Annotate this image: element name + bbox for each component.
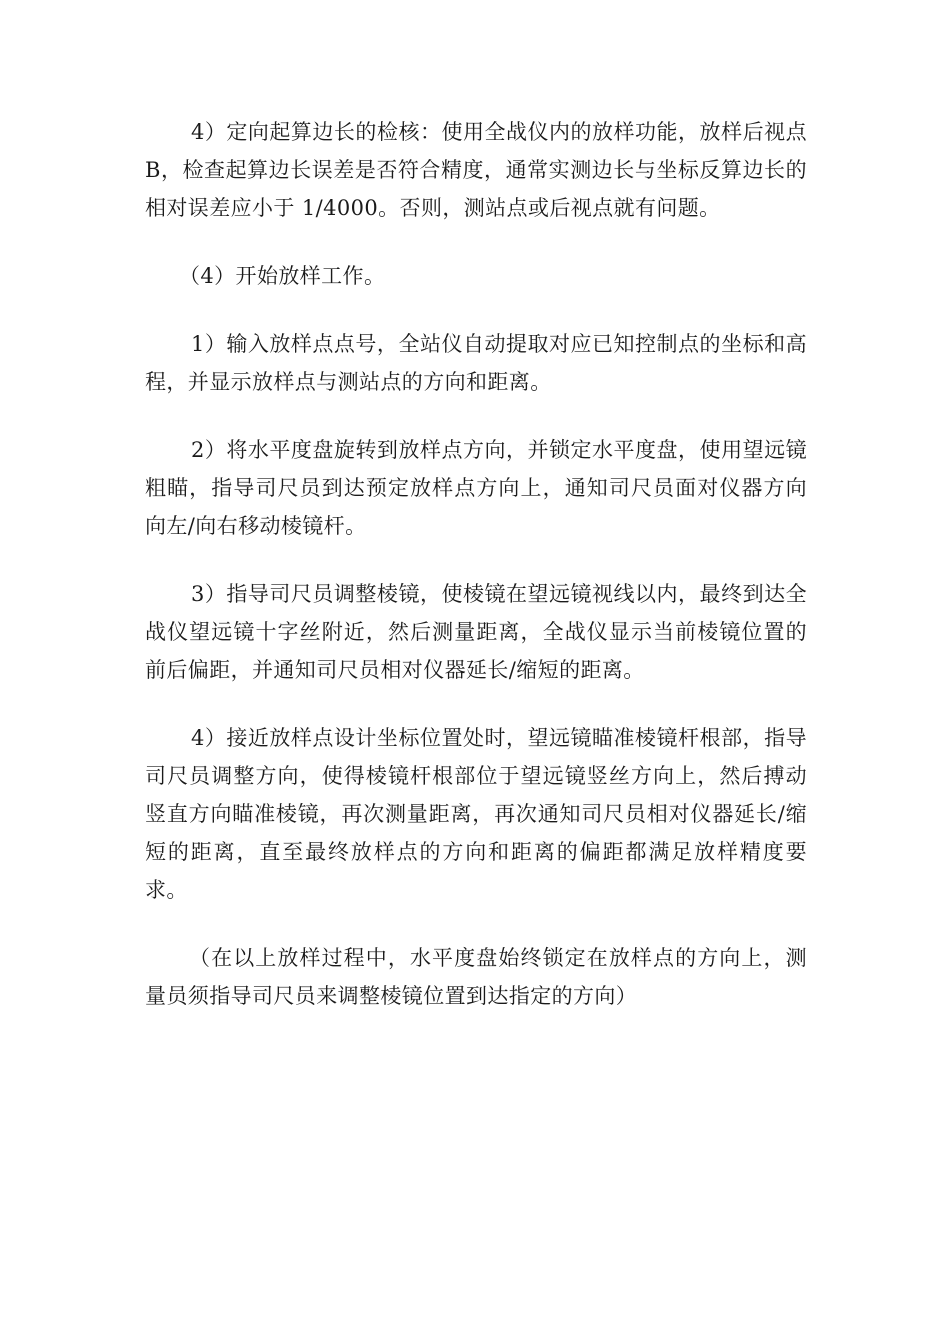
- section-heading-start-staking: （4）开始放样工作。: [179, 264, 386, 288]
- paragraph-baseline-check: 4）定向起算边长的检核：使用全战仪内的放样功能，放样后视点 B，检查起算边长误差是否符合精度，通常实测边长与坐标反算边长的相对误差应小于 1/4000。否则，测站点或后视点就有问题。: [145, 120, 807, 220]
- document-body: [145, 113, 807, 1045]
- paragraph-note: （在以上放样过程中，水平度盘始终锁定在放样点的方向上，测量员须指导司尺员来调整棱镜位置到达指定的方向）: [145, 946, 807, 1008]
- paragraph-step-1: 1）输入放样点点号，全站仪自动提取对应已知控制点的坐标和高程，并显示放样点与测站点的方向和距离。: [145, 332, 807, 394]
- paragraph-step-3: 3）指导司尺员调整棱镜，使棱镜在望远镜视线以内，最终到达全战仪望远镜十字丝附近，然后测量距离，全战仪显示当前棱镜位置的前后偏距，并通知司尺员相对仪器延长/缩短的距离。: [145, 582, 807, 682]
- paragraph-step-4: 4）接近放样点设计坐标位置处时，望远镜瞄准棱镜杆根部，指导司尺员调整方向，使得棱镜杆根部位于望远镜竖丝方向上，然后搏动竖直方向瞄准棱镜，再次测量距离，再次通知司尺员相对仪器延长/缩短的距离，直至最终放样点的方向和距离的偏距都满足放样精度要求。: [145, 726, 807, 902]
- paragraph-step-2: 2）将水平度盘旋转到放样点方向，并锁定水平度盘，使用望远镜粗瞄，指导司尺员到达预定放样点方向上，通知司尺员面对仪器方向向左/向右移动棱镜杆。: [145, 438, 807, 538]
